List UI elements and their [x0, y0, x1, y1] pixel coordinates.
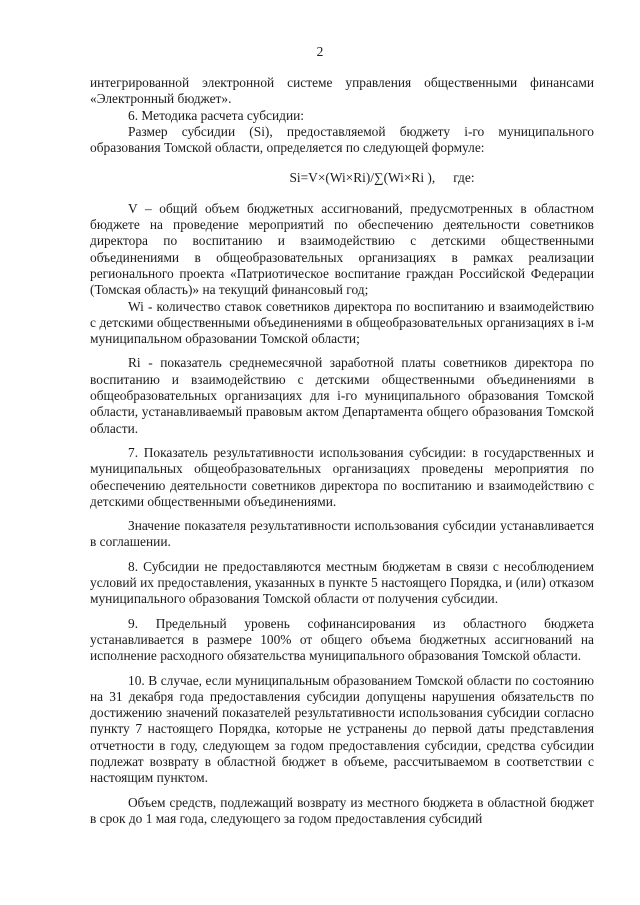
page-number: 2 — [316, 44, 324, 59]
section-7-paragraph: 7. Показатель результативности использования субсидии: в государственных и муниципальных общеобразовательных организациях проведены мероприятия по обеспечению деятельности советников директора по воспитанию и взаимодействию с детскими общественными объединениями. — [90, 444, 594, 509]
definition-wi: Wi - количество ставок советников директора по воспитанию и взаимодействию с детскими общественными объединениями в общеобразовательных организациях в i-м муниципальном образовании Томской области; — [90, 298, 594, 347]
section-6-heading: 6. Методика расчета субсидии: — [128, 107, 304, 123]
paragraph-continuation: интегрированной электронной системе управления общественными финансами «Электронный бюджет». — [90, 75, 594, 107]
formula-expression: Si=V×(Wi×Ri)/∑(Wi×Ri ), — [289, 170, 436, 186]
subsidy-formula — [90, 170, 594, 186]
subsidy-size-paragraph: Размер субсидии (Si), предоставляемой бюджету i-го муниципального образования Томской области, определяется по следующей формуле: — [90, 123, 594, 156]
formula-where: где: — [453, 170, 475, 186]
definition-v: V – общий объем бюджетных ассигнований, предусмотренных в областном бюджете на проведение мероприятий по обеспечению деятельности советников директора по воспитанию и взаимодействию с детскими общественными объединениями в общеобразовательных организациях в рамках реализации регионального проекта «Патриотическое воспитание граждан Российской Федерации (Томская область)» на текущий финансовый год; — [90, 200, 594, 298]
section-8-paragraph: 8. Субсидии не предоставляются местным бюджетам в связи с несоблюдением условий их предоставления, указанных в пункте 5 настоящего Порядка, и (или) отказом муниципального образования Томской области от получения субсидии. — [90, 558, 594, 607]
section-10-paragraph: 10. В случае, если муниципальным образованием Томской области по состоянию на 31 декабря года предоставления субсидии допущены нарушения обязательств по достижению значений показателей результативности использования субсидии согласно пункту 7 настоящего Порядка, которые не устранены до первой даты представления отчетности в году, следующем за годом предоставления субсидии, средства субсидии подлежат возврату в областной бюджет в объеме, рассчитываемом в соответствии с настоящим пунктом. — [90, 672, 594, 786]
section-9-paragraph: 9. Предельный уровень софинансирования из областного бюджета устанавливается в размере 100% от общего объема бюджетных ассигнований на исполнение расходного обязательства муниципального образования Томской области. — [90, 615, 594, 664]
document-body — [90, 75, 594, 827]
indicator-value-paragraph: Значение показателя результативности использования субсидии устанавливается в соглашении. — [90, 518, 594, 550]
definition-ri: Ri - показатель среднемесячной заработной платы советников директора по воспитанию и взаимодействию с детскими общественными объединениями в общеобразовательных организациях для i-го муниципального образования Томской области, устанавливаемый правовым актом Департамента общего образования Томской области. — [90, 355, 594, 436]
refund-volume-paragraph: Объем средств, подлежащий возврату из местного бюджета в областной бюджет в срок до 1 мая года, следующего за годом предоставления субсидий — [90, 794, 594, 826]
